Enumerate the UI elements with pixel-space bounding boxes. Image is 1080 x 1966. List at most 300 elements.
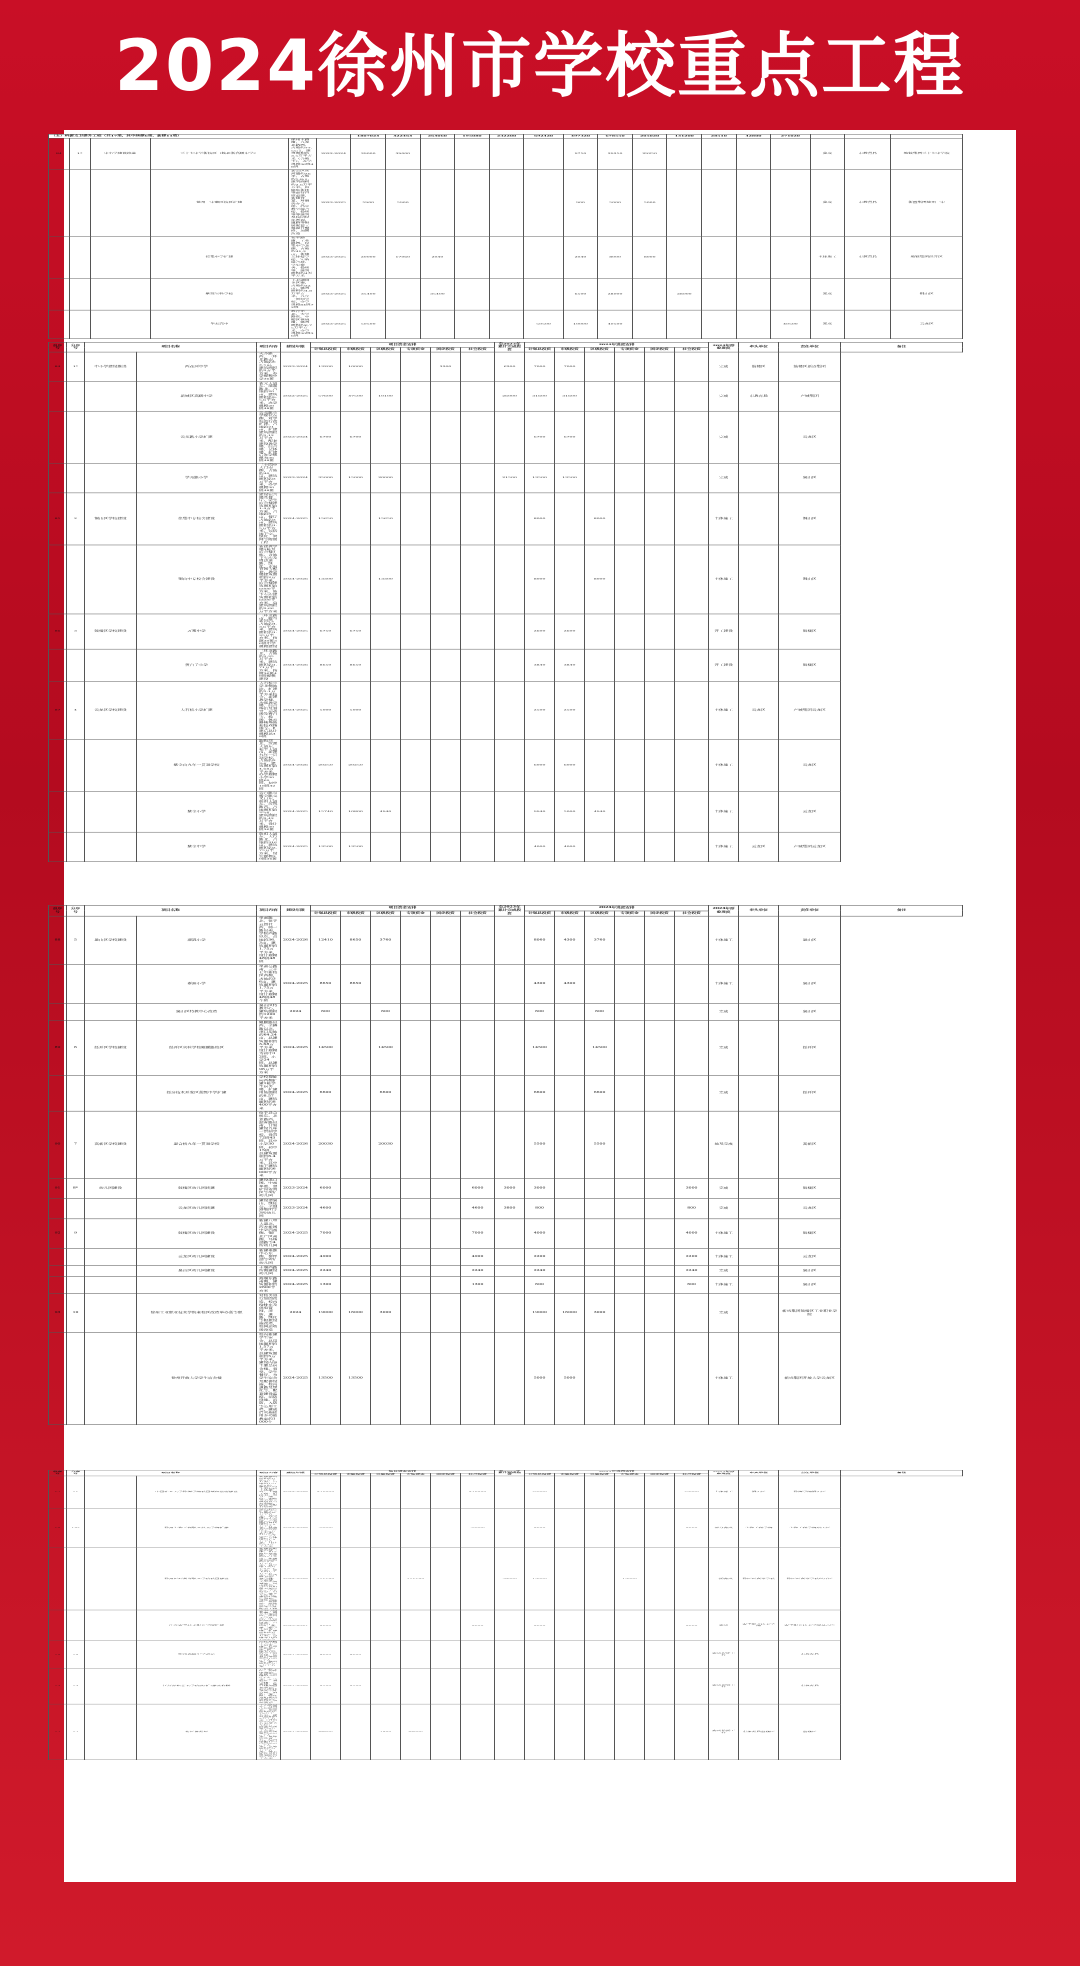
value-cell: 铜山区 xyxy=(739,1476,779,1508)
value-cell: 主体施工 xyxy=(709,832,739,862)
project-group xyxy=(85,832,137,862)
table-page-3 xyxy=(48,905,963,1424)
header-cell: 区级投资 xyxy=(585,1473,615,1476)
build-years: 2024-2025 xyxy=(281,614,311,649)
value-cell xyxy=(489,279,524,310)
value-cell: 地基完成 xyxy=(709,1111,739,1178)
value-cell xyxy=(739,965,779,1004)
value-cell xyxy=(555,1476,585,1508)
value-cell: 2500 xyxy=(555,682,585,740)
value-cell: 6700 xyxy=(525,411,555,463)
project-group xyxy=(85,1199,137,1219)
value-cell xyxy=(615,1333,645,1425)
value-cell xyxy=(645,1075,675,1111)
value-cell: 鼓楼区 xyxy=(779,1219,841,1249)
value-cell xyxy=(341,1004,371,1021)
row-sub-number: 2 xyxy=(67,493,85,545)
value-cell: 10000 xyxy=(563,310,598,339)
value-cell: 13300 xyxy=(371,545,401,614)
value-cell: 20250 xyxy=(311,739,341,791)
value-cell xyxy=(702,310,737,339)
table-row xyxy=(49,411,963,463)
header-group: 项目资金安排 xyxy=(311,905,495,910)
project-name: 鼓楼区幼儿园续建 xyxy=(137,1178,257,1198)
value-cell xyxy=(555,1266,585,1277)
value-cell xyxy=(461,1294,495,1333)
value-cell: 2500 xyxy=(525,682,555,740)
value-cell: 19000 xyxy=(311,1294,341,1333)
header-cell: 建设年限 xyxy=(281,905,311,916)
value-cell: 鼓楼区 xyxy=(779,649,841,681)
project-name: 徐州开放大学学生宿舍楼 xyxy=(137,1333,257,1425)
row-sub-number xyxy=(67,411,85,463)
project-name: 张集中专校舍建设 xyxy=(137,493,257,545)
value-cell: 3200 xyxy=(431,352,461,382)
value-cell: 主体施工 xyxy=(709,791,739,832)
project-content: 海堰东路南侧，建筑面积约2600平方米 xyxy=(257,1277,281,1294)
value-cell: 7000 xyxy=(311,1219,341,1249)
header-cell: 国企投资 xyxy=(431,911,461,916)
project-group xyxy=(85,463,137,493)
header-cell: 国企投资 xyxy=(645,347,675,352)
value-cell xyxy=(431,1004,461,1021)
header-cell: 区级投资 xyxy=(585,911,615,916)
header-cell: 社会投资 xyxy=(675,1473,709,1476)
project-name: 大石桥小学扩建 xyxy=(137,682,257,740)
header-cell: 2024年形象进度 xyxy=(709,1470,739,1476)
value-cell: 4000 xyxy=(525,832,555,862)
build-years: 2023-2024 xyxy=(281,1199,311,1219)
value-cell xyxy=(585,614,615,649)
value-cell xyxy=(736,138,771,169)
row-sub-number xyxy=(67,791,85,832)
row-sub-number xyxy=(67,739,85,791)
row-sub-number: 5 xyxy=(67,916,85,964)
header-group: 项目资金安排 xyxy=(311,342,495,347)
value-cell xyxy=(495,682,525,740)
value-cell: 3000 xyxy=(495,1178,525,1198)
project-group xyxy=(85,1610,137,1641)
value-cell xyxy=(675,1704,709,1760)
value-cell xyxy=(455,237,490,279)
value-cell: 部分完成 xyxy=(709,1508,739,1547)
value-cell: 7000 xyxy=(555,352,585,382)
value-cell: 800 xyxy=(525,1199,555,1219)
row-sub-number: 12 xyxy=(67,1641,85,1668)
project-group: 铜山区学校建设 xyxy=(85,493,137,545)
table-row xyxy=(49,138,963,169)
value-cell xyxy=(645,1219,675,1249)
row-number xyxy=(49,1333,67,1425)
value-cell xyxy=(401,1641,431,1668)
header-cell: 至2023年累计完成投资 xyxy=(495,342,525,352)
header-cell: 专项资金 xyxy=(615,1473,645,1476)
value-cell: 13300 xyxy=(311,545,341,614)
value-cell: 9940 xyxy=(525,791,555,832)
value-cell xyxy=(771,170,810,237)
header-cell: 责任单位 xyxy=(779,905,841,916)
project-content: 上水湖国企区南，占地约32亩，建筑面积约4.8万平方米，九年一贯制学校，办学规模84班72班 xyxy=(289,279,317,310)
build-years: 2024-2026 xyxy=(281,545,311,614)
value-cell: 600 xyxy=(371,1004,401,1021)
header-cell: 牵头单位 xyxy=(739,342,779,352)
value-cell xyxy=(739,1004,779,1021)
header-cell: 项目内容 xyxy=(257,905,281,916)
value-cell xyxy=(555,1075,585,1111)
project-table xyxy=(48,134,963,339)
header-cell: 项目名称 xyxy=(85,1470,257,1476)
project-name: 黄台子小学 xyxy=(137,649,257,681)
value-cell: 4600 xyxy=(311,1199,341,1219)
value-cell xyxy=(615,382,645,412)
value-cell xyxy=(615,463,645,493)
table-row xyxy=(49,382,963,412)
project-group: 幼儿园建设 xyxy=(85,1178,137,1198)
project-group xyxy=(85,1333,137,1425)
value-cell: 2040 xyxy=(420,237,455,279)
value-cell: 1300 xyxy=(311,1277,341,1294)
row-number: 84 xyxy=(49,138,70,169)
project-content: 教育示北、大学路东，中腰区徐城南，建筑面积约6.75万平方米，办学规模30班36班 xyxy=(289,310,317,339)
section-total: 195080 xyxy=(455,134,490,138)
value-cell xyxy=(645,916,675,964)
project-group xyxy=(85,1508,137,1547)
value-cell xyxy=(341,1178,371,1198)
project-group xyxy=(85,1548,137,1610)
value-cell: 3760 xyxy=(371,916,401,964)
table-row xyxy=(49,279,963,310)
table-row xyxy=(49,1021,963,1076)
project-content: 天齐路西、三环北路南，占地约62.5亩，建筑面积约2万平方米，办学规模中学36班 xyxy=(257,352,281,382)
row-sub-number: 8* xyxy=(67,1178,85,1198)
value-cell xyxy=(585,739,615,791)
value-cell xyxy=(555,1610,585,1641)
value-cell xyxy=(555,1199,585,1219)
value-cell: 完成 xyxy=(709,1266,739,1277)
section-total: 422464 xyxy=(386,134,421,138)
value-cell: 17960 xyxy=(386,237,421,279)
value-cell xyxy=(645,1004,675,1021)
value-cell: 2240 xyxy=(461,1266,495,1277)
row-number: 95 xyxy=(49,1508,67,1547)
project-table xyxy=(48,1470,963,1760)
value-cell: 13000 xyxy=(615,1548,645,1610)
value-cell: 6000 xyxy=(341,1641,371,1668)
value-cell xyxy=(341,1277,371,1294)
value-cell xyxy=(401,1199,431,1219)
value-cell: 泉山区 xyxy=(779,965,841,1004)
value-cell xyxy=(585,649,615,681)
value-cell xyxy=(739,1199,779,1219)
header-cell: 责任单位 xyxy=(779,342,841,352)
header-cell: 市级投资 xyxy=(341,347,371,352)
value-cell: 13500 xyxy=(341,1333,371,1425)
project-group xyxy=(85,382,137,412)
value-cell xyxy=(739,411,779,463)
value-cell: 6500 xyxy=(563,279,598,310)
row-number xyxy=(49,382,67,412)
value-cell xyxy=(585,382,615,412)
table-row xyxy=(49,1548,963,1610)
value-cell: 3760 xyxy=(585,916,615,964)
value-cell xyxy=(739,493,779,545)
value-cell: 15650 xyxy=(311,493,341,545)
value-cell xyxy=(615,1219,645,1249)
value-cell xyxy=(455,310,490,339)
project-name: 徐州医药高等职业学校校园建设 xyxy=(137,1548,257,1610)
project-group xyxy=(85,1248,137,1265)
value-cell xyxy=(401,1266,431,1277)
value-cell xyxy=(371,1333,401,1425)
row-sub-number xyxy=(67,1004,85,1021)
value-cell: 一期完成 xyxy=(709,1548,739,1610)
value-cell: 16000 xyxy=(341,1294,371,1333)
value-cell xyxy=(736,310,771,339)
row-number xyxy=(49,1610,67,1641)
value-cell xyxy=(431,916,461,964)
value-cell xyxy=(645,649,675,681)
value-cell xyxy=(431,739,461,791)
value-cell xyxy=(645,1111,675,1178)
value-cell: 14500 xyxy=(311,1021,341,1076)
table-row xyxy=(49,493,963,545)
value-cell: 59500 xyxy=(524,310,563,339)
value-cell: 2040 xyxy=(563,237,598,279)
value-cell xyxy=(615,352,645,382)
value-cell xyxy=(495,1111,525,1178)
value-cell xyxy=(431,1641,461,1668)
page-title: 2024徐州市学校重点工程 xyxy=(114,25,966,107)
value-cell: 主体施工 xyxy=(810,237,845,279)
header-group: 2024年进度安排 xyxy=(525,342,709,347)
project-name: 华杰高中 xyxy=(150,310,288,339)
value-cell: 600 xyxy=(675,1277,709,1294)
table-row xyxy=(49,1704,963,1760)
project-group xyxy=(85,1004,137,1021)
value-cell: 13500 xyxy=(311,1333,341,1425)
row-sub-number xyxy=(67,649,85,681)
project-group xyxy=(85,1266,137,1277)
table-row xyxy=(49,739,963,791)
value-cell: 21500 xyxy=(495,463,525,493)
value-cell: 6600 xyxy=(311,1075,341,1111)
value-cell: 5000 xyxy=(555,1333,585,1425)
value-cell xyxy=(431,1248,461,1265)
value-cell xyxy=(615,545,645,614)
value-cell xyxy=(461,1111,495,1178)
project-group xyxy=(85,1641,137,1668)
build-years: 2022-2025 xyxy=(281,1548,311,1610)
value-cell xyxy=(495,1294,525,1333)
value-cell xyxy=(739,1668,779,1704)
value-cell: 5000 xyxy=(311,1610,341,1641)
row-sub-number xyxy=(67,1248,85,1265)
value-cell xyxy=(461,614,495,649)
value-cell xyxy=(702,237,737,279)
project-name: 北区体育场 xyxy=(137,1704,257,1760)
value-cell xyxy=(371,682,401,740)
value-cell xyxy=(461,832,495,862)
value-cell xyxy=(739,1248,779,1265)
project-group xyxy=(85,1219,137,1249)
value-cell: 3000 xyxy=(585,1294,615,1333)
value-cell xyxy=(675,649,709,681)
value-cell: 完成 xyxy=(709,1075,739,1111)
value-cell: 2600 xyxy=(555,614,585,649)
row-number xyxy=(49,832,67,862)
value-cell xyxy=(555,1641,585,1668)
value-cell: 主体施工 xyxy=(709,965,739,1004)
value-cell: 市教育局 xyxy=(845,138,891,169)
project-group: 泉山区学校建设 xyxy=(85,916,137,964)
value-cell: 14500 xyxy=(585,1021,615,1076)
value-cell: 6750 xyxy=(341,614,371,649)
build-years: 2024-2025 xyxy=(281,1641,311,1668)
row-sub-number: 12* xyxy=(67,1508,85,1547)
row-number xyxy=(49,411,67,463)
value-cell xyxy=(489,170,524,237)
value-cell: 31600 xyxy=(555,382,585,412)
value-cell: 云龙区 xyxy=(779,1248,841,1265)
project-content: 泉山校区扩建学生公寓约6万平方米，教学楼，工学结合实训楼，产教融合科技楼约4.5万平方米，数字教学资源中心5万平方米，餐厅约8000平方米，艺体楼约1.2万平方米，共计约13万平方米 xyxy=(257,1508,281,1547)
build-years: 2024-2025 xyxy=(281,1219,311,1249)
value-cell xyxy=(495,1021,525,1076)
value-cell xyxy=(585,1610,615,1641)
project-group xyxy=(90,170,150,237)
value-cell: 20000 xyxy=(371,463,401,493)
project-content: 坐商公路南，三十七中新校区西侧，占地约36亩，建筑面积约1.75万平方米，设计规模48班48个班 xyxy=(257,965,281,1004)
value-cell: 800 xyxy=(675,1199,709,1219)
value-cell: 生物工程学院泉山区 xyxy=(779,1508,841,1547)
header-cell: 区级投资 xyxy=(371,1473,401,1476)
value-cell xyxy=(371,1641,401,1668)
value-cell xyxy=(555,1004,585,1021)
value-cell xyxy=(675,382,709,412)
header-cell: 总序号 xyxy=(49,905,67,916)
project-name: 万寨中学 xyxy=(137,614,257,649)
build-years: 2024-2025 xyxy=(281,1668,311,1704)
value-cell: 泉山区 xyxy=(779,916,841,964)
header-cell: 社会投资 xyxy=(461,911,495,916)
value-cell: 云龙区 xyxy=(739,682,779,740)
build-years: 2022-2024 xyxy=(316,138,351,169)
value-cell xyxy=(615,1004,645,1021)
section-total: 1807024 xyxy=(351,134,386,138)
header-cell: 责任单位 xyxy=(779,1470,841,1476)
value-cell xyxy=(401,1610,431,1641)
row-number: 84 xyxy=(49,352,67,382)
value-cell xyxy=(555,1178,585,1198)
value-cell: 5000 xyxy=(525,1610,555,1641)
row-number: 90 xyxy=(49,1111,67,1178)
value-cell xyxy=(555,1248,585,1265)
project-name: 云苑路小学扩建 xyxy=(137,411,257,463)
section-total: 131200 xyxy=(667,134,702,138)
value-cell xyxy=(461,1021,495,1076)
build-years: 2023-2025 xyxy=(316,279,351,310)
project-name: 学苑路小学 xyxy=(137,463,257,493)
value-cell: 完成 xyxy=(810,279,845,310)
value-cell xyxy=(524,170,563,237)
value-cell xyxy=(431,791,461,832)
value-cell: 47500 xyxy=(341,382,371,412)
value-cell xyxy=(495,965,525,1004)
row-sub-number xyxy=(67,1277,85,1294)
value-cell: 20030 xyxy=(311,1111,341,1178)
value-cell xyxy=(675,965,709,1004)
value-cell xyxy=(401,382,431,412)
table-row xyxy=(49,463,963,493)
value-cell xyxy=(555,1277,585,1294)
value-cell xyxy=(371,411,401,463)
build-years: 2024-2026 xyxy=(281,649,311,681)
header-cell: 分序号 xyxy=(67,1470,85,1476)
value-cell xyxy=(401,965,431,1004)
header-cell: 计划总投资 xyxy=(525,1473,555,1476)
project-group xyxy=(85,965,137,1004)
project-name: 云龙区幼儿园建设 xyxy=(137,1248,257,1265)
value-cell xyxy=(524,279,563,310)
header-cell: 专项资金 xyxy=(401,911,431,916)
value-cell xyxy=(341,1199,371,1219)
value-cell xyxy=(645,1266,675,1277)
value-cell xyxy=(739,614,779,649)
table-row xyxy=(49,1610,963,1641)
build-years: 2024-2025 xyxy=(281,1333,311,1425)
build-years: 2024 xyxy=(281,1294,311,1333)
value-cell: 8650 xyxy=(311,649,341,681)
build-years: 2024-2026 xyxy=(281,1111,311,1178)
value-cell xyxy=(739,1641,779,1668)
value-cell xyxy=(495,1641,525,1668)
value-cell xyxy=(739,1266,779,1277)
value-cell xyxy=(739,1178,779,1198)
project-content: 建设翠泉山、绿徒公、金融港集团等3所幼儿园 xyxy=(257,1199,281,1219)
value-cell xyxy=(495,832,525,862)
header-cell: 国企投资 xyxy=(645,1473,675,1476)
value-cell xyxy=(401,649,431,681)
value-cell: 3000 xyxy=(525,1178,555,1198)
value-cell xyxy=(489,237,524,279)
table-row xyxy=(49,614,963,649)
value-cell: 市教育局 xyxy=(779,1668,841,1704)
value-cell xyxy=(585,1266,615,1277)
value-cell xyxy=(431,463,461,493)
value-cell: 4600 xyxy=(461,1199,495,1219)
value-cell xyxy=(645,493,675,545)
value-cell: 5000 xyxy=(341,682,371,740)
header-row xyxy=(49,905,963,910)
row-number xyxy=(49,1199,67,1219)
project-name: 徐州工业职业技术学院老校区改造举办高等职 xyxy=(137,1294,257,1333)
value-cell xyxy=(615,1178,645,1198)
value-cell: 泉山区 xyxy=(779,1004,841,1021)
value-cell xyxy=(555,1668,585,1704)
header-cell: 项目名称 xyxy=(85,342,257,352)
value-cell: 4940 xyxy=(585,791,615,832)
project-table xyxy=(48,342,963,862)
value-cell xyxy=(645,382,675,412)
value-cell: 5000 xyxy=(598,170,633,237)
value-cell: 完成 xyxy=(709,1021,739,1076)
header-cell: 计划总投资 xyxy=(311,911,341,916)
value-cell xyxy=(401,832,431,862)
build-years: 2022-2025 xyxy=(281,1508,311,1547)
value-cell xyxy=(371,614,401,649)
header-cell: 分序号 xyxy=(67,342,85,352)
value-cell: 高新区 xyxy=(779,1111,841,1178)
value-cell: 13500 xyxy=(555,463,585,493)
